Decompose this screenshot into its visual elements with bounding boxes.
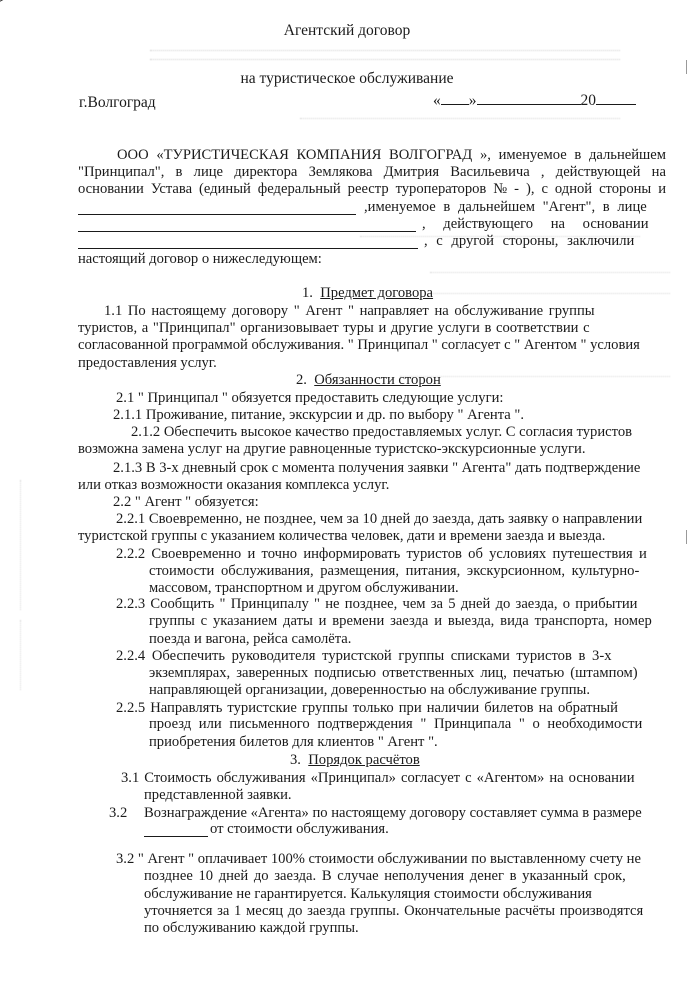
clause-2-1-2-line-1: 2.1.2 Обеспечить высокое качество предоставляемых услуг. С согласия туристов	[131, 424, 633, 440]
date-year-prefix: 20	[580, 92, 596, 109]
date-month-blank	[477, 92, 581, 105]
clause-2-1-2-line-2: возможна замена услуг на другие равноценные туристско-экскурсионные услуги.	[78, 441, 586, 457]
clause-3-2-bis-line-1: 3.2 " Агент " оплачивает 100% стоимости обслуживании по выставленному счету не	[116, 851, 641, 867]
clause-3-2-bis-line-3: обслуживание не гарантируется. Калькуляция стоимости обслуживания	[144, 886, 592, 902]
clause-3-2-number: 3.2	[109, 805, 128, 821]
agent-name-blank	[78, 202, 356, 215]
section-3-number: 3.	[290, 752, 301, 768]
date-open-quote: «	[433, 92, 441, 109]
scan-edge-line	[0, 0, 43, 7]
clause-2-2-5-line-1: 2.2.5 Направлять туристские группы только при наличии билетов на обратный	[116, 700, 618, 716]
intro-line-2: "Принципал", в лице директора Землякова Дмитрия Васильевича , действующей на	[78, 164, 666, 180]
clause-2-2-4-line-2: экземплярах, заверенных подписью ответственных лиц, печатью (штампом)	[149, 665, 638, 681]
section-1-number: 1.	[302, 285, 313, 301]
clause-3-1-line-1: 3.1 Стоимость обслуживания «Принципал» согласует с «Агентом» на основании	[121, 770, 635, 786]
section-1-heading	[302, 285, 433, 301]
clause-2-1-1: 2.1.1 Проживание, питание, экскурсии и др. по выбору " Агента ".	[113, 407, 525, 423]
clause-2-1: 2.1 " Принципал " обязуется предоставить следующие услуги:	[116, 390, 504, 406]
clause-2-2: 2.2 " Агент " обязуется:	[113, 494, 259, 510]
clause-3-2-bis-line-5: по обслуживанию каждой группы.	[144, 920, 359, 936]
clause-2-1-3-line-2: или отказ возможности оказания комплекса услуг.	[78, 477, 390, 493]
clause-3-2-bis-line-2: позднее 10 дней до заезда. В случае неполучения денег в указанный срок,	[144, 868, 626, 884]
intro-line-1: ООО «ТУРИСТИЧЕСКАЯ КОМПАНИЯ ВОЛГОГРАД », именуемое в дальнейшем	[117, 147, 666, 163]
agent-rep-blank	[78, 219, 416, 232]
fee-amount-blank	[144, 824, 208, 837]
clause-3-1-line-2: представленной заявки.	[144, 787, 292, 803]
section-3-heading	[290, 752, 420, 768]
clause-2-2-5-line-2: проезд или письменного подтверждения " Принципала " о необходимости	[149, 716, 643, 732]
section-1-title: Предмет договора	[320, 285, 434, 301]
clause-2-2-3-line-3: поезда и вагона, рейса самолёта.	[149, 631, 352, 647]
clause-2-2-2-line-1: 2.2.2 Своевременно и точно информировать туристов об условиях путешествия и	[116, 546, 647, 562]
section-2-number: 2.	[296, 372, 307, 388]
clause-3-2-bis-line-4: уточняется за 1 месяц до заезда группы. Окончательные расчёты производятся	[144, 903, 644, 919]
clause-3-2-line-2: от стоимости обслуживания.	[144, 821, 389, 837]
clause-1-1-line-2: туристов, а "Принципал" организовывает туры и другие услуги в соответствии с	[78, 320, 590, 336]
scan-edge-mark	[686, 530, 694, 544]
date-year-blank	[596, 92, 636, 105]
clause-2-2-1-line-2: туристской группы с указанием количества человек, дати и времени заезда и выезда.	[78, 528, 606, 544]
intro-line-5: , действующего на основании	[78, 216, 666, 232]
clause-2-2-4-line-1: 2.2.4 Обеспечить руководителя туристской группы списками туристов в 3-х	[116, 648, 612, 664]
clause-2-2-2-line-3: массовом, транспортном и другом обслуживании.	[149, 580, 459, 596]
clause-1-1-line-4: предоставления услуг.	[78, 355, 217, 371]
clause-2-2-3-line-2: группы с указанием даты и времени заезда и выезда, вида транспорта, номер	[149, 613, 652, 629]
clause-2-2-5-line-3: приобретения билетов для клиентов " Агент ".	[149, 734, 438, 750]
clause-2-2-4-line-3: направляющей организации, доверенностью на обслуживание группы.	[149, 682, 591, 698]
clause-2-1-3-line-1: 2.1.3 В 3-х дневный срок с момента получения заявки " Агента" дать подтверждение	[113, 460, 641, 476]
intro-line-3: основании Устава (единый федеральный реестр туроператоров № - ), с одной стороны и	[78, 181, 666, 197]
doc-title-line2: на туристическое обслуживание	[240, 70, 454, 87]
section-3-title: Порядок расчётов	[308, 752, 420, 768]
intro-line-4: ,именуемое в дальнейшем "Агент", в лице	[78, 199, 666, 215]
city-label: г.Волгоград	[79, 94, 156, 111]
date-close-quote: »	[468, 92, 477, 109]
clause-2-2-2-line-2: стоимости обслуживания, размещения, питания, экскурсионном, культурно-	[149, 563, 640, 579]
date-line	[433, 92, 636, 109]
section-2-heading	[296, 372, 441, 388]
date-day-blank	[441, 92, 469, 105]
clause-3-2-line-1: Вознаграждение «Агента» по настоящему договору составляет сумма в размере	[144, 805, 642, 821]
agent-basis-blank	[78, 236, 418, 249]
doc-title-line1: Агентский договор	[283, 22, 411, 39]
clause-2-2-3-line-1: 2.2.3 Сообщить " Принципалу " не позднее, чем за 5 дней до заезда, о прибытии	[116, 596, 638, 612]
clause-2-2-1-line-1: 2.2.1 Своевременно, не позднее, чем за 10 дней до заезда, дать заявку о направлении	[116, 511, 643, 527]
clause-1-1-line-1: 1.1 По настоящему договору " Агент " направляет на обслуживание группы	[104, 303, 595, 319]
intro-line-6: , с другой стороны, заключили	[78, 233, 666, 249]
section-2-title: Обязанности сторон	[314, 372, 441, 388]
clause-1-1-line-3: согласованной программой обслуживания. " Принципал " согласует с " Агентом " условия	[78, 337, 640, 353]
intro-line-7: настоящий договор о нижеследующем:	[78, 251, 322, 267]
